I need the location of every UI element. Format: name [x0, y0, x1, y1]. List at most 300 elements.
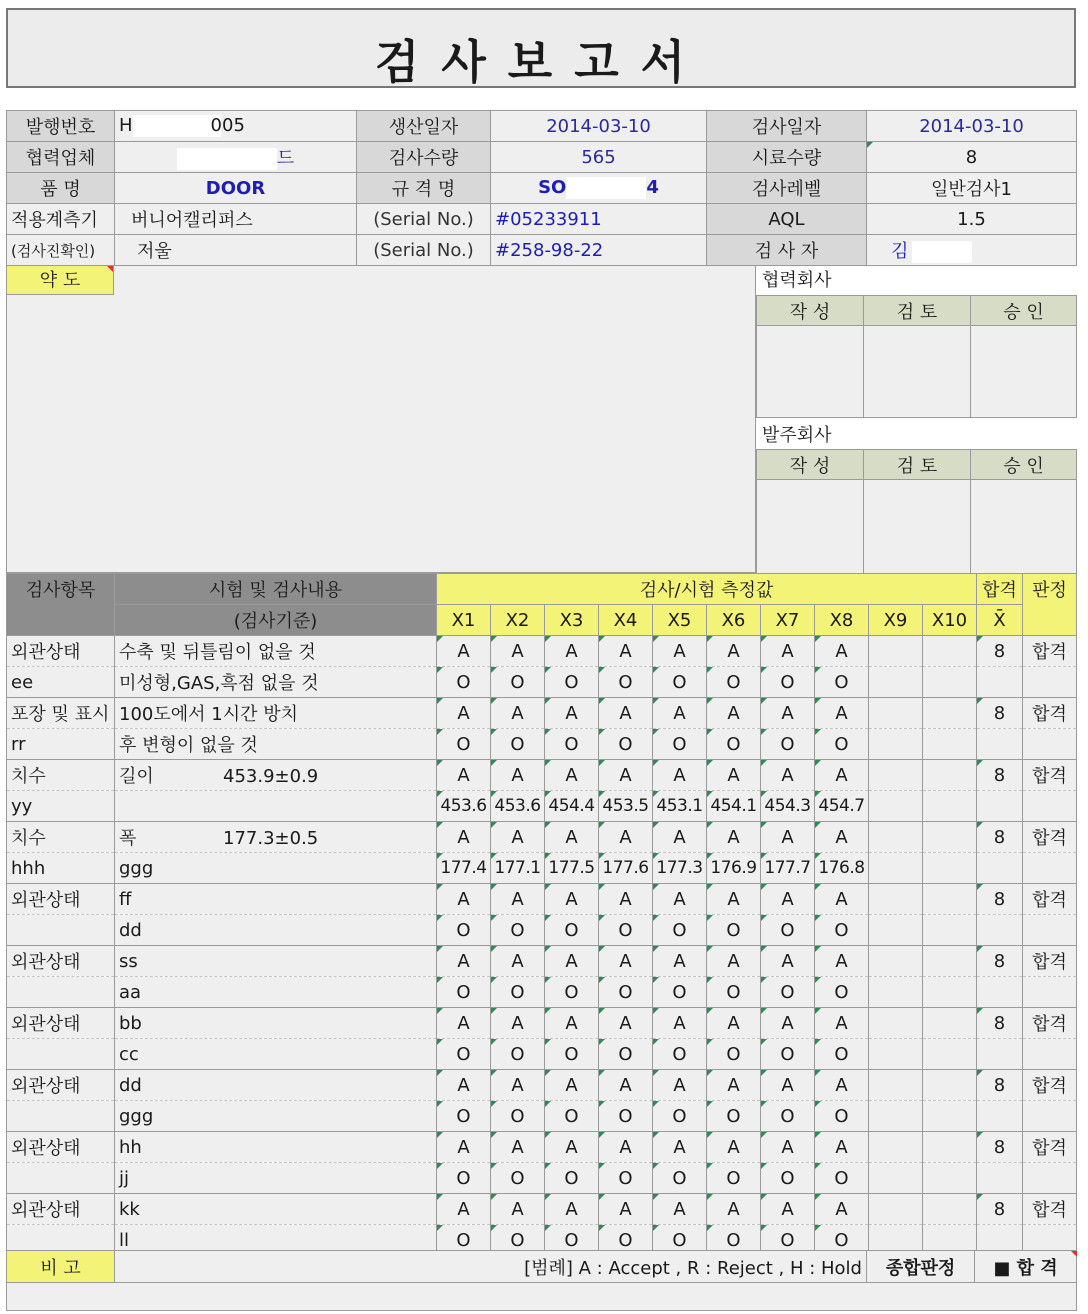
item-cell [7, 1101, 115, 1132]
report-title: 검사보고서 [374, 35, 708, 89]
measure-cell: A [545, 1132, 599, 1163]
pass-cell [977, 915, 1023, 946]
measure-cell: A [815, 636, 869, 667]
measure-cell: O [599, 729, 653, 760]
measure-cell: O [761, 1101, 815, 1132]
content-cell: ggg [115, 853, 437, 884]
measure-cell: A [815, 698, 869, 729]
client-approve-sign [971, 480, 1077, 574]
measure-cell: 454.7 [815, 791, 869, 822]
content-cell: dd [115, 1070, 437, 1101]
table-row [7, 977, 1077, 1008]
measure-cell: 177.5 [545, 853, 599, 884]
pass-cell [977, 791, 1023, 822]
measure-cell [869, 698, 923, 729]
measure-cell [869, 1039, 923, 1070]
partner-approve-sign [971, 326, 1077, 418]
measure-cell: A [599, 698, 653, 729]
pass-cell [977, 667, 1023, 698]
content-cell: ff [115, 884, 437, 915]
measure-cell [869, 915, 923, 946]
measure-cell [923, 1101, 977, 1132]
pass-cell [977, 977, 1023, 1008]
measure-cell: A [599, 884, 653, 915]
measure-cell: O [815, 1163, 869, 1194]
measure-cell [923, 791, 977, 822]
content-cell: 100도에서 1시간 방치 [115, 698, 437, 729]
measure-cell: O [815, 729, 869, 760]
measure-cell: O [599, 1163, 653, 1194]
table-row [7, 884, 1077, 915]
judge-cell: 합격 [1023, 1008, 1077, 1039]
measure-cell: A [437, 636, 491, 667]
measure-cell: O [707, 1039, 761, 1070]
measure-cell: A [653, 822, 707, 853]
judge-cell: 합격 [1023, 946, 1077, 977]
item-cell: 외관상태 [7, 1132, 115, 1163]
pass-cell: 8 [977, 1008, 1023, 1039]
content-cell: bb [115, 1008, 437, 1039]
level-value: 일반검사1 [867, 173, 1077, 204]
measure-cell: 176.9 [707, 853, 761, 884]
measure-cell: A [599, 946, 653, 977]
col-item-header: 검사항목 [7, 574, 115, 636]
table-row [7, 791, 1077, 822]
sketch-label: 약 도 [6, 265, 114, 295]
spec-label: 규 격 명 [357, 173, 491, 204]
pass-cell: 8 [977, 946, 1023, 977]
measure-cell: A [437, 698, 491, 729]
measure-cell: A [815, 822, 869, 853]
table-row [7, 1132, 1077, 1163]
measure-cell: O [707, 1225, 761, 1256]
measure-cell: A [707, 636, 761, 667]
pass-cell: 8 [977, 884, 1023, 915]
content-cell: aa [115, 977, 437, 1008]
measure-cell: 454.3 [761, 791, 815, 822]
measure-cell: O [815, 915, 869, 946]
measure-cell: A [437, 1070, 491, 1101]
measure-cell [869, 853, 923, 884]
serial1-value: #05233911 [491, 204, 707, 235]
measure-cell: O [437, 667, 491, 698]
measure-cell: A [545, 760, 599, 791]
measure-cell: A [815, 1008, 869, 1039]
measure-cell: 177.7 [761, 853, 815, 884]
item-cell [7, 915, 115, 946]
measure-cell [923, 1039, 977, 1070]
client-write-sign [757, 480, 864, 574]
measure-cell: A [599, 636, 653, 667]
serial2-value: #258-98-22 [491, 235, 707, 266]
judge-cell: 합격 [1023, 636, 1077, 667]
item-cell: rr [7, 729, 115, 760]
measure-cell: O [599, 1039, 653, 1070]
measure-cell [869, 760, 923, 791]
content-cell [115, 791, 437, 822]
measure-cell: 177.6 [599, 853, 653, 884]
item-cell [7, 977, 115, 1008]
aql-label: AQL [707, 204, 867, 235]
measure-cell [923, 1194, 977, 1225]
measure-cell: A [815, 760, 869, 791]
measure-cell: A [491, 1194, 545, 1225]
item-cell: 외관상태 [7, 636, 115, 667]
judge-cell: 합격 [1023, 822, 1077, 853]
measure-cell: A [815, 1070, 869, 1101]
measure-cell [869, 1163, 923, 1194]
insp-qty-label: 검사수량 [357, 142, 491, 173]
partner-approve-label: 승 인 [971, 296, 1077, 326]
measure-cell: A [707, 946, 761, 977]
item-cell: 치수 [7, 822, 115, 853]
col-measure-header: 검사/시험 측정값 [437, 574, 977, 605]
client-review-label: 검 토 [864, 450, 971, 480]
measure-cell: A [761, 946, 815, 977]
measure-cell: A [653, 946, 707, 977]
sample-qty-value: 8 [867, 142, 1077, 173]
x-col-header: X5 [653, 605, 707, 636]
inspector-label: 검 사 자 [707, 235, 867, 266]
item-cell: 외관상태 [7, 1008, 115, 1039]
item-cell [7, 1163, 115, 1194]
measure-cell: O [761, 1039, 815, 1070]
measure-cell: O [653, 1163, 707, 1194]
measure-cell: O [491, 977, 545, 1008]
content-cell: ll [115, 1225, 437, 1256]
measure-cell [923, 853, 977, 884]
measure-cell: O [653, 1225, 707, 1256]
measure-cell: A [707, 698, 761, 729]
x-col-header: X3 [545, 605, 599, 636]
item-label: 품 명 [7, 173, 115, 204]
measure-cell: O [545, 729, 599, 760]
measure-cell [923, 946, 977, 977]
measure-cell: A [491, 636, 545, 667]
measure-cell: A [545, 1194, 599, 1225]
table-row [7, 1070, 1077, 1101]
measure-cell: A [707, 760, 761, 791]
pass-cell [977, 1039, 1023, 1070]
measure-cell: 453.5 [599, 791, 653, 822]
item-cell: hhh [7, 853, 115, 884]
measure-cell: A [653, 636, 707, 667]
instr-label: 적용계측기 [7, 204, 115, 235]
overall-label: 종합판정 [867, 1251, 975, 1283]
measure-cell: A [761, 1070, 815, 1101]
measure-cell: A [491, 946, 545, 977]
measure-cell: O [545, 915, 599, 946]
measure-cell: O [437, 1225, 491, 1256]
pass-cell [977, 729, 1023, 760]
pass-cell: 8 [977, 822, 1023, 853]
instr1-value: 버니어캘리퍼스 [115, 204, 357, 235]
measure-cell: A [815, 1132, 869, 1163]
table-row [7, 1163, 1077, 1194]
content-cell: 수축 및 뒤틀림이 없을 것 [115, 636, 437, 667]
measure-cell: A [491, 822, 545, 853]
measure-cell: O [707, 977, 761, 1008]
serial1-label: (Serial No.) [357, 204, 491, 235]
judge-cell [1023, 1101, 1077, 1132]
pass-cell: 8 [977, 1132, 1023, 1163]
measure-cell: 454.4 [545, 791, 599, 822]
measure-cell: O [437, 915, 491, 946]
measure-cell: O [491, 915, 545, 946]
x-col-header: X6 [707, 605, 761, 636]
measure-cell: O [437, 1039, 491, 1070]
measure-cell: O [653, 1101, 707, 1132]
item-cell: 외관상태 [7, 1194, 115, 1225]
item-name-value: DOOR [115, 173, 357, 204]
judge-cell [1023, 853, 1077, 884]
x-col-header: X9 [869, 605, 923, 636]
measure-cell [923, 1070, 977, 1101]
measure-cell: A [653, 698, 707, 729]
measure-cell: O [599, 1101, 653, 1132]
content-cell [115, 760, 437, 791]
measure-cell: O [707, 729, 761, 760]
measure-cell: A [761, 760, 815, 791]
measure-cell: O [545, 1039, 599, 1070]
content-cell: 후 변형이 없을 것 [115, 729, 437, 760]
measure-cell [869, 1132, 923, 1163]
measure-cell: O [815, 977, 869, 1008]
judge-cell [1023, 729, 1077, 760]
client-approve-label: 승 인 [971, 450, 1077, 480]
measure-cell: A [545, 822, 599, 853]
content-cell: hh [115, 1132, 437, 1163]
measure-cell: A [599, 822, 653, 853]
measure-cell: O [491, 1039, 545, 1070]
partner-write-label: 작 성 [757, 296, 864, 326]
table-row [7, 946, 1077, 977]
measure-cell [923, 667, 977, 698]
col-content-sub-header: (검사기준) [115, 605, 437, 636]
judge-cell: 합격 [1023, 1070, 1077, 1101]
item-cell: yy [7, 791, 115, 822]
measure-cell [869, 667, 923, 698]
measure-cell: O [437, 1163, 491, 1194]
serial2-label: (Serial No.) [357, 235, 491, 266]
measure-cell: A [599, 1070, 653, 1101]
prod-date-value: 2014-03-10 [491, 111, 707, 142]
measure-cell [869, 729, 923, 760]
judge-cell: 합격 [1023, 884, 1077, 915]
approval-partner-table [756, 295, 1077, 418]
measure-cell: A [491, 1008, 545, 1039]
measure-cell: 177.1 [491, 853, 545, 884]
report-title-box [6, 8, 1076, 88]
measure-cell [923, 1132, 977, 1163]
item-cell: 외관상태 [7, 1070, 115, 1101]
pass-cell: 8 [977, 636, 1023, 667]
measure-cell: O [653, 667, 707, 698]
measure-cell: O [707, 1163, 761, 1194]
judge-cell [1023, 915, 1077, 946]
overall-value: ■ 합 격 [975, 1251, 1077, 1283]
measure-cell: 176.8 [815, 853, 869, 884]
judge-cell [1023, 977, 1077, 1008]
measure-cell [923, 1163, 977, 1194]
table-row [7, 1039, 1077, 1070]
measure-cell: 453.6 [491, 791, 545, 822]
measure-cell: A [761, 1194, 815, 1225]
measure-cell: O [815, 667, 869, 698]
insp-date-label: 검사일자 [707, 111, 867, 142]
measure-cell [869, 1070, 923, 1101]
measure-cell: A [491, 760, 545, 791]
measure-cell: O [599, 667, 653, 698]
measure-cell: O [491, 667, 545, 698]
measure-cell: A [761, 884, 815, 915]
measure-cell: A [707, 1008, 761, 1039]
measure-cell: A [653, 884, 707, 915]
measure-cell: A [707, 1132, 761, 1163]
pass-cell: 8 [977, 698, 1023, 729]
measure-cell: 453.1 [653, 791, 707, 822]
x-col-header: X1 [437, 605, 491, 636]
table-row [7, 760, 1077, 791]
measure-cell: O [599, 1225, 653, 1256]
measure-cell: A [707, 884, 761, 915]
item-cell [7, 1039, 115, 1070]
measure-cell [869, 884, 923, 915]
measure-cell: O [761, 915, 815, 946]
measure-cell: A [545, 884, 599, 915]
measure-cell: A [491, 698, 545, 729]
measure-cell: A [599, 1132, 653, 1163]
measure-cell: A [599, 760, 653, 791]
partner-label: 협력업체 [7, 142, 115, 173]
content-cell: ggg [115, 1101, 437, 1132]
measure-cell: O [707, 667, 761, 698]
measure-cell: O [761, 1163, 815, 1194]
measure-cell: A [599, 1008, 653, 1039]
measure-cell: O [545, 1101, 599, 1132]
col-content-header: 시험 및 검사내용 [115, 574, 437, 605]
measure-cell: A [491, 884, 545, 915]
measure-cell: O [545, 1163, 599, 1194]
measure-cell [869, 977, 923, 1008]
x-col-header: X10 [923, 605, 977, 636]
pass-cell [977, 1101, 1023, 1132]
content-cell: dd [115, 915, 437, 946]
pass-cell: 8 [977, 760, 1023, 791]
table-row [7, 1101, 1077, 1132]
measure-cell: O [653, 915, 707, 946]
measure-cell: A [491, 1070, 545, 1101]
measure-cell: O [599, 977, 653, 1008]
measure-cell: 453.6 [437, 791, 491, 822]
pass-cell: 8 [977, 1070, 1023, 1101]
measure-cell [869, 946, 923, 977]
table-row [7, 667, 1077, 698]
measure-cell [923, 822, 977, 853]
content-cell: cc [115, 1039, 437, 1070]
item-cell: ee [7, 667, 115, 698]
inspector-value: 김 [867, 235, 1077, 266]
approval-partner-label: 협력회사 [762, 270, 832, 291]
remark-label: 비 고 [7, 1251, 115, 1283]
col-pass-sub-header: X̄ [977, 605, 1023, 636]
measure-cell [869, 791, 923, 822]
measure-cell: O [815, 1101, 869, 1132]
measure-cell: 177.4 [437, 853, 491, 884]
partner-review-sign [864, 326, 971, 418]
measure-cell: O [761, 729, 815, 760]
measure-cell [869, 1194, 923, 1225]
sample-qty-label: 시료수량 [707, 142, 867, 173]
measure-cell: O [761, 1225, 815, 1256]
measure-cell: A [815, 1194, 869, 1225]
measure-cell: A [599, 1194, 653, 1225]
item-cell: 외관상태 [7, 946, 115, 977]
table-row [7, 1194, 1077, 1225]
spec-value: SO 4 [491, 173, 707, 204]
measure-cell: A [437, 1194, 491, 1225]
footer-table [6, 1250, 1077, 1311]
table-row [7, 822, 1077, 853]
issue-no-label: 발행번호 [7, 111, 115, 142]
measure-cell: A [437, 884, 491, 915]
judge-cell: 합격 [1023, 1194, 1077, 1225]
measure-cell: A [815, 884, 869, 915]
measure-cell: A [437, 1008, 491, 1039]
measure-cell: O [707, 1101, 761, 1132]
content-cell: jj [115, 1163, 437, 1194]
measure-cell: O [491, 1225, 545, 1256]
measure-cell: A [653, 760, 707, 791]
measure-cell: O [815, 1225, 869, 1256]
x-col-header: X7 [761, 605, 815, 636]
measure-cell: O [545, 1225, 599, 1256]
measure-cell [869, 822, 923, 853]
measure-cell: A [761, 698, 815, 729]
item-cell: 포장 및 표시 [7, 698, 115, 729]
instr2-value: 저울 [115, 235, 357, 266]
measure-cell: O [653, 977, 707, 1008]
measure-cell [923, 760, 977, 791]
client-review-sign [864, 480, 971, 574]
measure-cell [923, 977, 977, 1008]
content-text: 길이 [119, 766, 154, 787]
measure-cell: A [761, 1008, 815, 1039]
insp-date-value: 2014-03-10 [867, 111, 1077, 142]
overall-mark-icon: ■ [993, 1257, 1011, 1279]
measure-cell: A [761, 636, 815, 667]
content-cell [115, 822, 437, 853]
content-cell: ss [115, 946, 437, 977]
measure-cell: O [653, 1039, 707, 1070]
measure-cell: A [545, 1008, 599, 1039]
measure-cell: O [491, 1163, 545, 1194]
measure-cell: A [653, 1008, 707, 1039]
header-info-table [6, 110, 1077, 266]
measure-cell: A [707, 822, 761, 853]
measure-cell [869, 1101, 923, 1132]
measure-cell: A [545, 698, 599, 729]
measure-cell: O [545, 667, 599, 698]
measure-cell: A [437, 760, 491, 791]
measure-cell: A [761, 1132, 815, 1163]
item-cell: 치수 [7, 760, 115, 791]
measure-cell: O [653, 729, 707, 760]
instr-sub-label: (검사진확인) [7, 235, 115, 266]
spec-text: 177.3±0.5 [223, 828, 319, 849]
judge-cell [1023, 1039, 1077, 1070]
measure-cell: A [815, 946, 869, 977]
